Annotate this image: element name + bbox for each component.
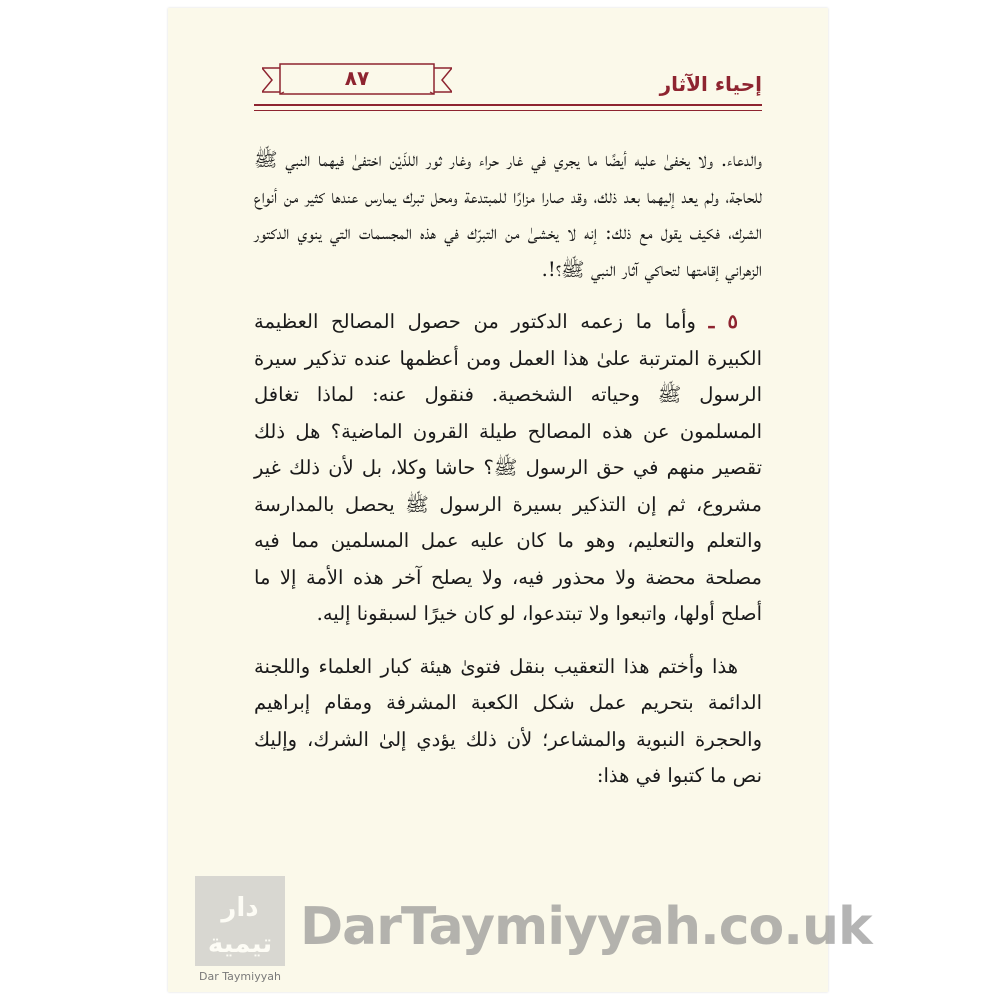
- paragraph-item-5: [254, 304, 762, 633]
- body-text: [254, 142, 762, 795]
- item-number: ٥ ـ: [708, 310, 738, 333]
- book-page: [168, 8, 828, 992]
- dar-taymiyyah-logo: [195, 876, 285, 966]
- watermark-logo-label: Dar Taymiyyah: [199, 970, 281, 983]
- header-rule-thick: [254, 104, 762, 106]
- paragraph-closing: هذا وأختم هذا التعقيب بنقل فتوىٰ هيئة كبار العلماء واللجنة الدائمة بتحريم عمل شكل الكعبة المشرفة ومقام إبراهيم والحجرة النبوية والمشاعر؛ لأن ذلك يؤدي إلىٰ الشرك، وإليك نص ما كتبوا في هذا:: [254, 654, 762, 787]
- watermark-url: DarTaymiyyah.co.uk: [300, 897, 872, 957]
- page-number: ٨٧: [344, 66, 370, 90]
- paragraph-1: والدعاء. ولا يخفىٰ عليه أيضًا ما يجري في غار حراء وغار ثور اللذَيْن اختفىٰ فيهما النبي ﷺ للحاجة، ولم يعد إليهما بعد ذلك، وقد صارا مزارًا للمبتدعة ومحل تبرك يمارس عندها كثير من أنواع الشرك، فكيف يقول مع ذلك: إنه لا يخشىٰ من التبرّك في هذه المجسمات التي ينوي الدكتور الزهراني إقامتها لتحاكي آثار النبي ﷺ؟!.: [254, 148, 762, 281]
- running-title: إحياء الآثار: [659, 72, 762, 96]
- svg-text:تيمية: تيمية: [207, 929, 273, 959]
- svg-text:دار: دار: [221, 893, 259, 923]
- page-header: [254, 60, 762, 116]
- header-rule-thin: [254, 110, 762, 111]
- item-5-text: وأما ما زعمه الدكتور من حصول المصالح العظيمة الكبيرة المترتبة علىٰ هذا العمل ومن أعظمها عنده تذكير سيرة الرسول ﷺ وحياته الشخصية. فنقول عنه: لماذا تغافل المسلمون عن هذه المصالح طيلة القرون الماضية؟ هل ذلك تقصير منهم في حق الرسول ﷺ؟ حاشا وكلا، بل لأن ذلك غير مشروع، ثم إن التذكير بسيرة الرسول ﷺ يحصل بالمدارسة والتعلم والتعليم، وهو ما كان عليه عمل المسلمين مما فيه مصلحة محضة ولا محذور فيه، ولا يصلح آخر هذه الأمة إلا ما أصلح أولها، واتبعوا ولا تبتدعوا، لو كان خيرًا لسبقونا إليه.: [254, 310, 762, 625]
